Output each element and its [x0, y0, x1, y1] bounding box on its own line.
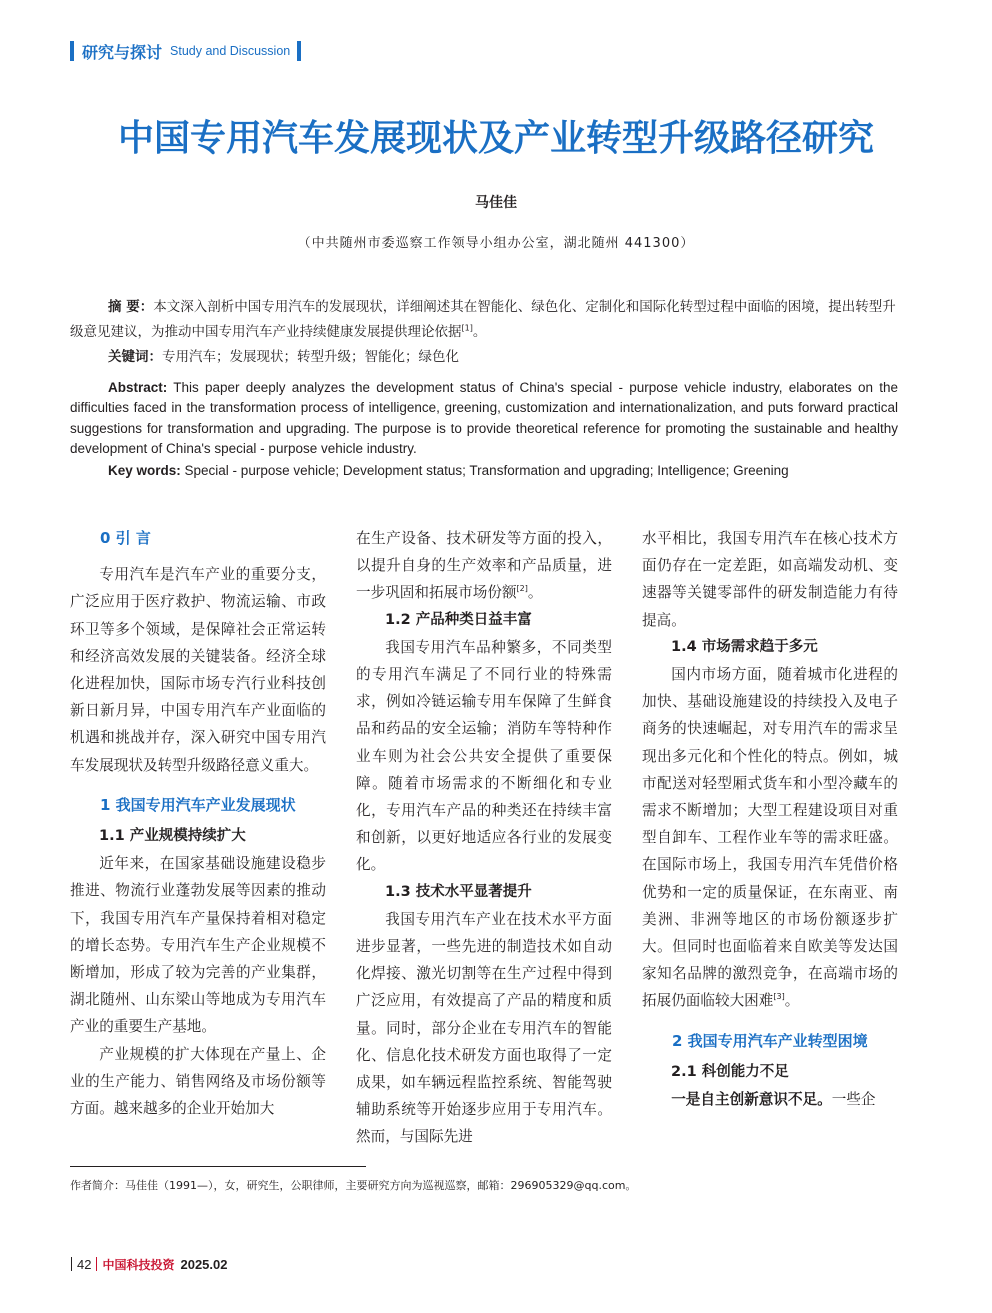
citation-ref: [3] — [773, 992, 785, 1002]
paragraph-end: 。 — [527, 584, 543, 602]
abstract-en-label: Abstract: — [108, 380, 168, 395]
keywords-cn — [70, 345, 898, 370]
page-number: 42 — [77, 1256, 92, 1272]
body-paragraph: 专用汽车是汽车产业的重要分支，广泛应用于医疗救护、物流运输、市政环卫等多个领域，是保障社会正常运转和经济高效发展的关键装备。经济全球化进程加快，国际市场专汽行业科技创新日新月异，中国专用汽车产业面临的机遇和挑战并存，深入研究中国专用汽车发展现状及转型升级路径意义重大。 — [70, 566, 326, 774]
keywords-cn-label: 关键词： — [108, 349, 162, 365]
subsection-heading-1-4: 1.4 市场需求趋于多元 — [671, 638, 818, 655]
author-affiliation: （中共随州市委巡察工作领导小组办公室，湖北随州 441300） — [297, 236, 695, 251]
paper-title: 中国专用汽车发展现状及产业转型升级路径研究 — [117, 117, 874, 159]
abstract-cn-paragraph — [70, 295, 898, 345]
header-left-bar — [70, 41, 74, 61]
abstract-en-paragraph — [70, 378, 898, 459]
keywords-en-text: Special - purpose vehicle; Development status; Transformation and upgrading; Intelligence; Greening — [180, 463, 789, 478]
footer-divider — [71, 1257, 72, 1271]
paragraph-text: 一些企 — [831, 1091, 876, 1109]
abstract-cn-end: 。 — [472, 324, 487, 340]
body-paragraph — [356, 525, 612, 607]
citation-ref: [1] — [461, 323, 473, 333]
body-column-3 — [642, 525, 898, 1113]
section-heading-1: 1 我国专用汽车产业发展现状 — [100, 795, 296, 814]
abstract-en-text: This paper deeply analyzes the development status of China's special - purpose vehicle industry, elaborates on the difficulties faced in the transformation process of intelligence, greening, customization and internationalization, and puts forward practical suggestions for transformation and upgrading. The purpose is to provide theoretical reference for promoting the sustainable and healthy development of China's special - purpose vehicle industry. — [70, 380, 898, 456]
paragraph-lead: 一是自主创新意识不足。 — [671, 1091, 832, 1109]
body-paragraph: 我国专用汽车品种繁多，不同类型的专用汽车满足了不同行业的特殊需求，例如冷链运输专用车保障了生鲜食品和药品的安全运输；消防车等特种作业车则为社会公共安全提供了重要保障。随着市场需求的不断细化和专业化，专用汽车产品的种类还在持续丰富和创新，以更好地适应各行业的发展变化。 — [356, 638, 612, 874]
subsection-heading-1-2: 1.2 产品种类日益丰富 — [385, 611, 532, 628]
section-header — [70, 38, 301, 64]
page-footer — [66, 1254, 227, 1274]
citation-ref: [2] — [516, 584, 528, 594]
section-name-en: Study and Discussion — [170, 44, 291, 58]
abstract-cn — [70, 295, 898, 345]
journal-logo: 中国科技投资 — [102, 1257, 175, 1272]
keywords-en-label: Key words: — [108, 463, 181, 478]
abstract-cn-label: 摘 要： — [108, 299, 154, 315]
header-right-bar — [297, 41, 301, 61]
body-paragraph: 水平相比，我国专用汽车在核心技术方面仍存在一定差距，如高端发动机、变速器等关键零部件的研发制造能力有待提高。 — [642, 530, 898, 629]
keywords-en — [70, 461, 898, 481]
abstract-en — [70, 378, 898, 459]
body-paragraph: 我国专用汽车产业在技术水平方面进步显著，一些先进的制造技术如自动化焊接、激光切割等在生产过程中得到广泛应用，有效提高了产品的精度和质量。同时，部分企业在专用汽车的智能化、信息化技术研发方面也取得了一定成果，如车辆远程监控系统、智能驾驶辅助系统等开始逐步应用于专用汽车。然而，与国际先进 — [356, 910, 612, 1146]
body-paragraph: 产业规模的扩大体现在产量上、企业的生产能力、销售网络及市场份额等方面。越来越多的企业开始加大 — [70, 1045, 326, 1118]
paragraph-text: 国内市场方面，随着城市化进程的加快、基础设施建设的持续投入及电子商务的快速崛起，对专用汽车的需求呈现出多元化和个性化的特点。例如，城市配送对轻型厢式货车和小型冷藏车的需求不断增加；大型工程建设项目对重型自卸车、工程作业车等的需求旺盛。在国际市场上，我国专用汽车凭借价格优势和一定的质量保证，在东南亚、南美洲、非洲等地区的市场份额逐步扩大。但同时也面临着来自欧美等发达国家知名品牌的激烈竞争，在高端市场的拓展仍面临较大困难 — [642, 666, 898, 1010]
body-column-2 — [356, 525, 612, 1151]
keywords-cn-text: 专用汽车；发展现状；转型升级；智能化；绿色化 — [162, 349, 459, 365]
subsection-heading-1-1: 1.1 产业规模持续扩大 — [99, 828, 246, 845]
body-paragraph — [642, 661, 898, 1015]
body-paragraph: 近年来，在国家基础设施建设稳步推进、物流行业蓬勃发展等因素的推动下，我国专用汽车产量保持着相对稳定的增长态势。专用汽车生产企业规模不断增加，形成了较为完善的产业集群，湖北随州、山东梁山等地成为专用汽车产业的重要生产基地。 — [70, 855, 326, 1036]
abstract-cn-text: 本文深入剖析中国专用汽车的发展现状，详细阐述其在智能化、绿色化、定制化和国际化转型过程中面临的困境，提出转型升级意见建议，为推动中国专用汽车产业持续健康发展提供理论依据 — [70, 299, 896, 340]
paragraph-end: 。 — [784, 992, 800, 1010]
subsection-heading-1-3: 1.3 技术水平显著提升 — [385, 883, 532, 900]
subsection-heading-2-1: 2.1 科创能力不足 — [671, 1063, 789, 1080]
issue-number: 2025.02 — [180, 1256, 228, 1272]
author-name: 马佳佳 — [475, 195, 517, 211]
section-name-cn: 研究与探讨 — [82, 42, 163, 62]
footer-divider — [96, 1257, 97, 1271]
section-heading-introduction: 0 引 言 — [100, 529, 151, 547]
paragraph-text: 在生产设备、技术研发等方面的投入，以提升自身的生产效率和产品质量，进一步巩固和拓展市场份额 — [356, 530, 612, 602]
footnote-rule — [70, 1166, 366, 1167]
body-column-1 — [70, 525, 326, 1122]
author-footnote: 作者简介：马佳佳（1991—），女，研究生，公职律师，主要研究方向为巡视巡察，邮箱：296905329@qq.com。 — [70, 1179, 637, 1192]
body-paragraph — [642, 1086, 898, 1113]
section-heading-2: 2 我国专用汽车产业转型困境 — [672, 1031, 868, 1050]
